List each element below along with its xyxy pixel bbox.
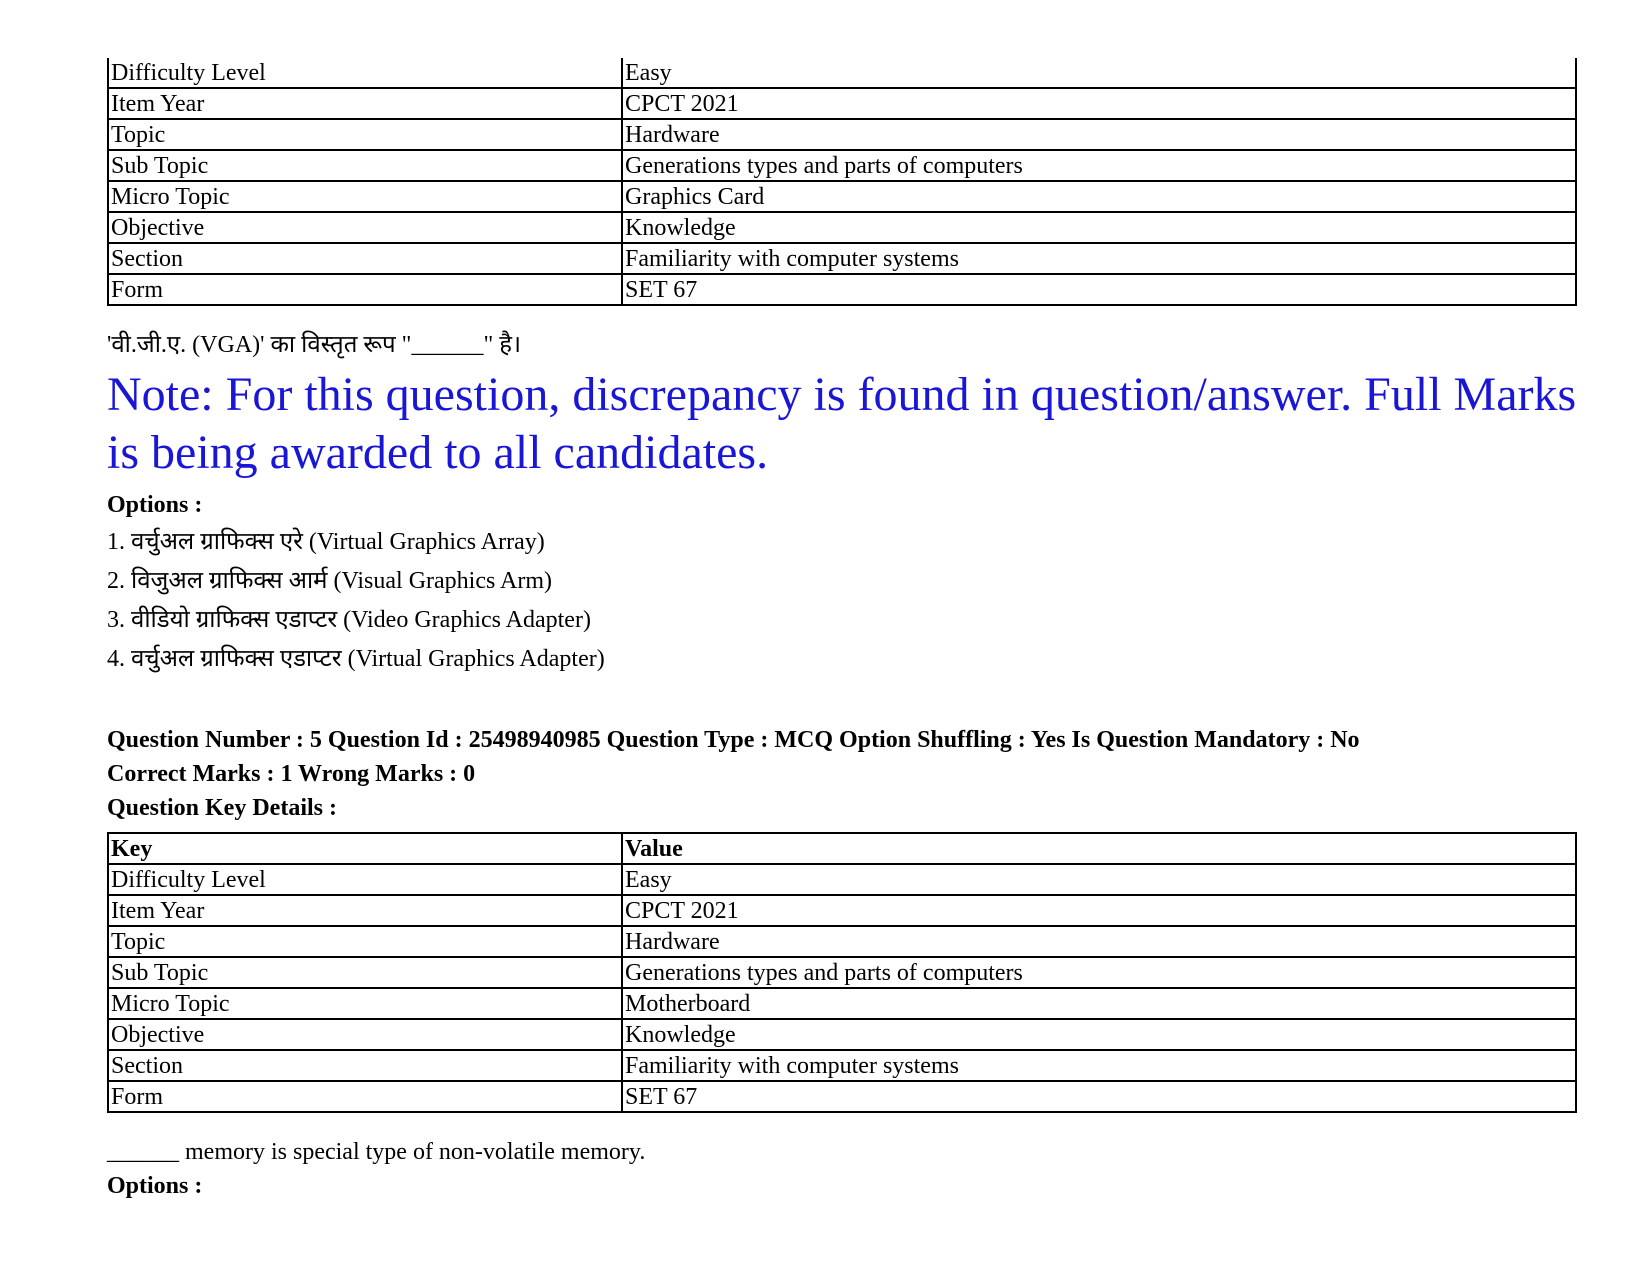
table-key-cell: Item Year xyxy=(108,88,622,119)
option-1: 1. वर्चुअल ग्राफिक्स एरे (Virtual Graphics Array) xyxy=(107,529,545,555)
table-row xyxy=(108,212,1576,243)
table-header-key: Key xyxy=(108,833,622,864)
table-value-cell: Generations types and parts of computers xyxy=(622,957,1576,988)
table-key-cell: Form xyxy=(108,274,622,305)
table-row xyxy=(108,181,1576,212)
table-key-cell: Difficulty Level xyxy=(108,864,622,895)
table-value-cell: Easy xyxy=(622,58,1576,88)
table-row xyxy=(108,1081,1576,1112)
table-key-cell: Difficulty Level xyxy=(108,58,622,88)
question-4-text: 'वी.जी.ए. (VGA)' का विस्तृत रूप "______" है। xyxy=(107,332,522,358)
table-key-cell: Objective xyxy=(108,212,622,243)
table-value-cell: Hardware xyxy=(622,926,1576,957)
table-value-cell: CPCT 2021 xyxy=(622,88,1576,119)
table-key-cell: Sub Topic xyxy=(108,957,622,988)
option-3: 3. वीडियो ग्राफिक्स एडाप्टर (Video Graphics Adapter) xyxy=(107,607,591,633)
option-2: 2. विजुअल ग्राफिक्स आर्म (Visual Graphics Arm) xyxy=(107,568,552,594)
table-value-cell: Knowledge xyxy=(622,212,1576,243)
table-key-cell: Topic xyxy=(108,119,622,150)
table-key-cell: Form xyxy=(108,1081,622,1112)
table-row xyxy=(108,1050,1576,1081)
table-key-cell: Micro Topic xyxy=(108,988,622,1019)
discrepancy-note: Note: For this question, discrepancy is found in question/answer. Full Marks is being awarded to all candidates. xyxy=(107,368,1577,479)
question-5-text: ______ memory is special type of non-volatile memory. xyxy=(107,1139,646,1165)
table-row xyxy=(108,1019,1576,1050)
table-key-cell: Sub Topic xyxy=(108,150,622,181)
table-key-cell: Section xyxy=(108,243,622,274)
table-value-cell: SET 67 xyxy=(622,274,1576,305)
table-row xyxy=(108,895,1576,926)
table-value-cell: Familiarity with computer systems xyxy=(622,1050,1576,1081)
table-row xyxy=(108,243,1576,274)
table-value-cell: Graphics Card xyxy=(622,181,1576,212)
question-5-key-details-table xyxy=(107,832,1577,1113)
table-row xyxy=(108,88,1576,119)
table-key-cell: Section xyxy=(108,1050,622,1081)
table-value-cell: Hardware xyxy=(622,119,1576,150)
table-row xyxy=(108,988,1576,1019)
table-key-cell: Objective xyxy=(108,1019,622,1050)
question-5-header: Question Number : 5 Question Id : 25498940985 Question Type : MCQ Option Shuffling : Yes Is Question Mandatory : No xyxy=(107,727,1360,753)
table-value-cell: Easy xyxy=(622,864,1576,895)
table-value-cell: Motherboard xyxy=(622,988,1576,1019)
table-row xyxy=(108,957,1576,988)
table-header-value: Value xyxy=(622,833,1576,864)
question-5-marks: Correct Marks : 1 Wrong Marks : 0 xyxy=(107,761,476,787)
table-value-cell: SET 67 xyxy=(622,1081,1576,1112)
table-row xyxy=(108,864,1576,895)
options-label: Options : xyxy=(107,1173,203,1199)
option-4: 4. वर्चुअल ग्राफिक्स एडाप्टर (Virtual Graphics Adapter) xyxy=(107,646,605,672)
question-4-key-details-table xyxy=(107,58,1577,306)
table-value-cell: CPCT 2021 xyxy=(622,895,1576,926)
table-value-cell: Generations types and parts of computers xyxy=(622,150,1576,181)
table-header-row xyxy=(108,833,1576,864)
table-key-cell: Micro Topic xyxy=(108,181,622,212)
table-row xyxy=(108,274,1576,305)
table-value-cell: Knowledge xyxy=(622,1019,1576,1050)
table-row xyxy=(108,119,1576,150)
table-row xyxy=(108,926,1576,957)
table-value-cell: Familiarity with computer systems xyxy=(622,243,1576,274)
table-key-cell: Item Year xyxy=(108,895,622,926)
table-key-cell: Topic xyxy=(108,926,622,957)
options-label: Options : xyxy=(107,492,203,518)
table-row xyxy=(108,150,1576,181)
question-key-details-label: Question Key Details : xyxy=(107,795,337,821)
table-row xyxy=(108,58,1576,88)
